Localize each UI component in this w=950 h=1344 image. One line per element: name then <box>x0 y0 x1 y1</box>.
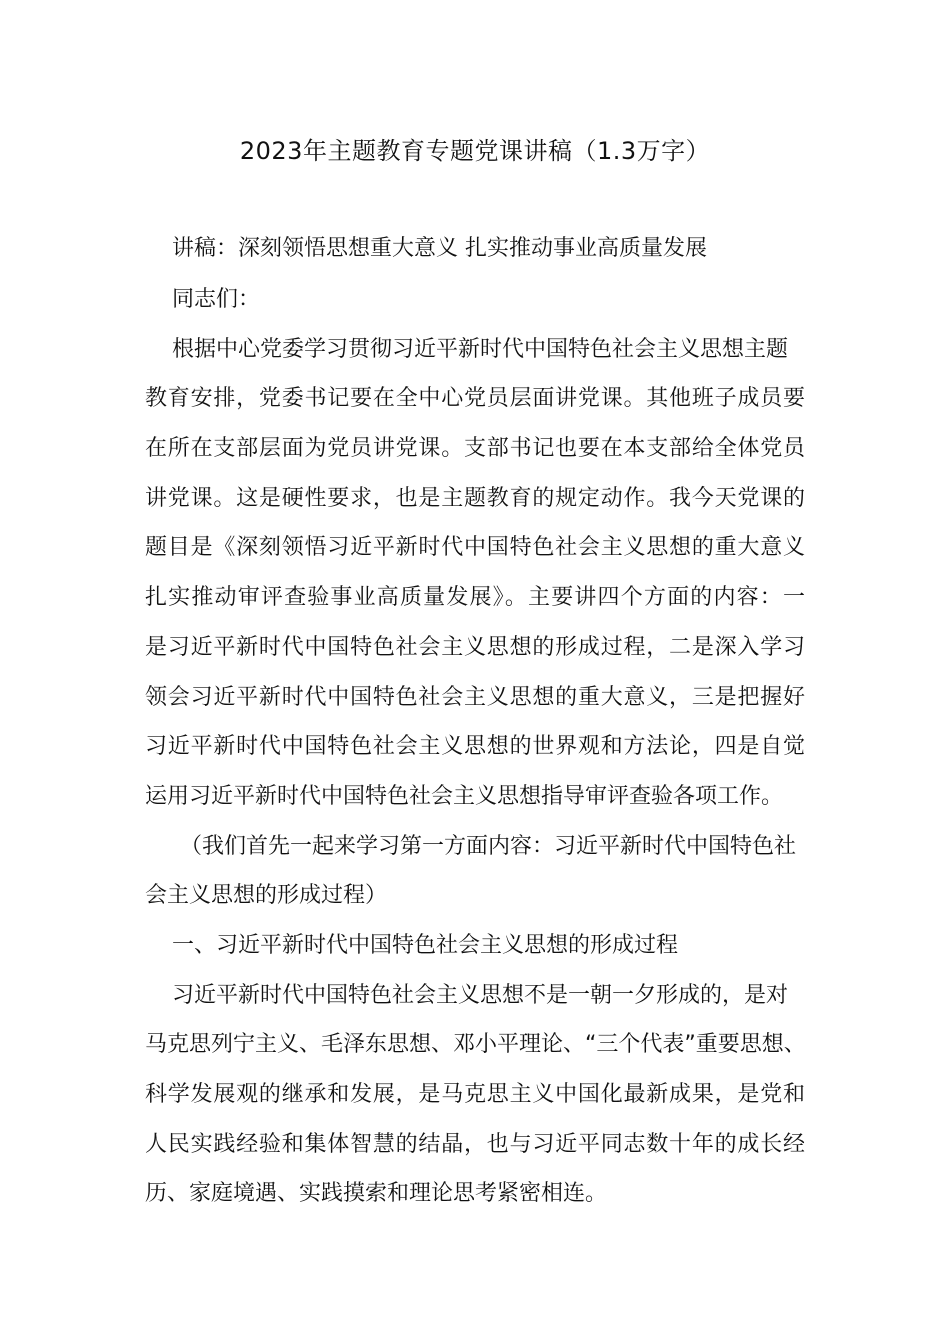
paragraph-line: 科学发展观的继承和发展，是马克思主义中国化最新成果，是党和 <box>145 1082 805 1107</box>
paragraph-line: 习近平新时代中国特色社会主义思想的世界观和方法论，四是自觉 <box>145 734 805 759</box>
paragraph-line: 扎实推动审评查验事业高质量发展》。主要讲四个方面的内容：一 <box>145 585 805 610</box>
section-heading: 一、习近平新时代中国特色社会主义思想的形成过程 <box>172 933 679 958</box>
paragraph-line: 习近平新时代中国特色社会主义思想不是一朝一夕形成的，是对 <box>172 983 789 1008</box>
paragraph-line: 历、家庭境遇、实践摸索和理论思考紧密相连。 <box>145 1181 608 1206</box>
paragraph-line: 运用习近平新时代中国特色社会主义思想指导审评查验各项工作。 <box>145 784 784 809</box>
paragraph-line: 会主义思想的形成过程） <box>145 883 388 908</box>
lecture-subtitle: 讲稿：深刻领悟思想重大意义 扎实推动事业高质量发展 <box>172 236 707 261</box>
paragraph-line: 根据中心党委学习贯彻习近平新时代中国特色社会主义思想主题 <box>172 337 789 362</box>
paragraph-line: 题目是《深刻领悟习近平新时代中国特色社会主义思想的重大意义 <box>145 535 805 560</box>
salutation: 同志们： <box>172 287 261 312</box>
paragraph-line: 领会习近平新时代中国特色社会主义思想的重大意义，三是把握好 <box>145 685 805 710</box>
paragraph-line: （我们首先一起来学习第一方面内容：习近平新时代中国特色社 <box>180 834 797 859</box>
paragraph-line: 教育安排，党委书记要在全中心党员层面讲党课。其他班子成员要 <box>145 386 805 411</box>
paragraph-line: 是习近平新时代中国特色社会主义思想的形成过程，二是深入学习 <box>145 635 805 660</box>
paragraph-line: 讲党课。这是硬性要求，也是主题教育的规定动作。我今天党课的 <box>145 486 805 511</box>
paragraph-line: 在所在支部层面为党员讲党课。支部书记也要在本支部给全体党员 <box>145 436 805 461</box>
paragraph-line: 人民实践经验和集体智慧的结晶，也与习近平同志数十年的成长经 <box>145 1132 805 1157</box>
paragraph-line: 马克思列宁主义、毛泽东思想、邓小平理论、“三个代表”重要思想、 <box>145 1032 806 1057</box>
document-title: 2023年主题教育专题党课讲稿（1.3万字） <box>239 137 711 165</box>
